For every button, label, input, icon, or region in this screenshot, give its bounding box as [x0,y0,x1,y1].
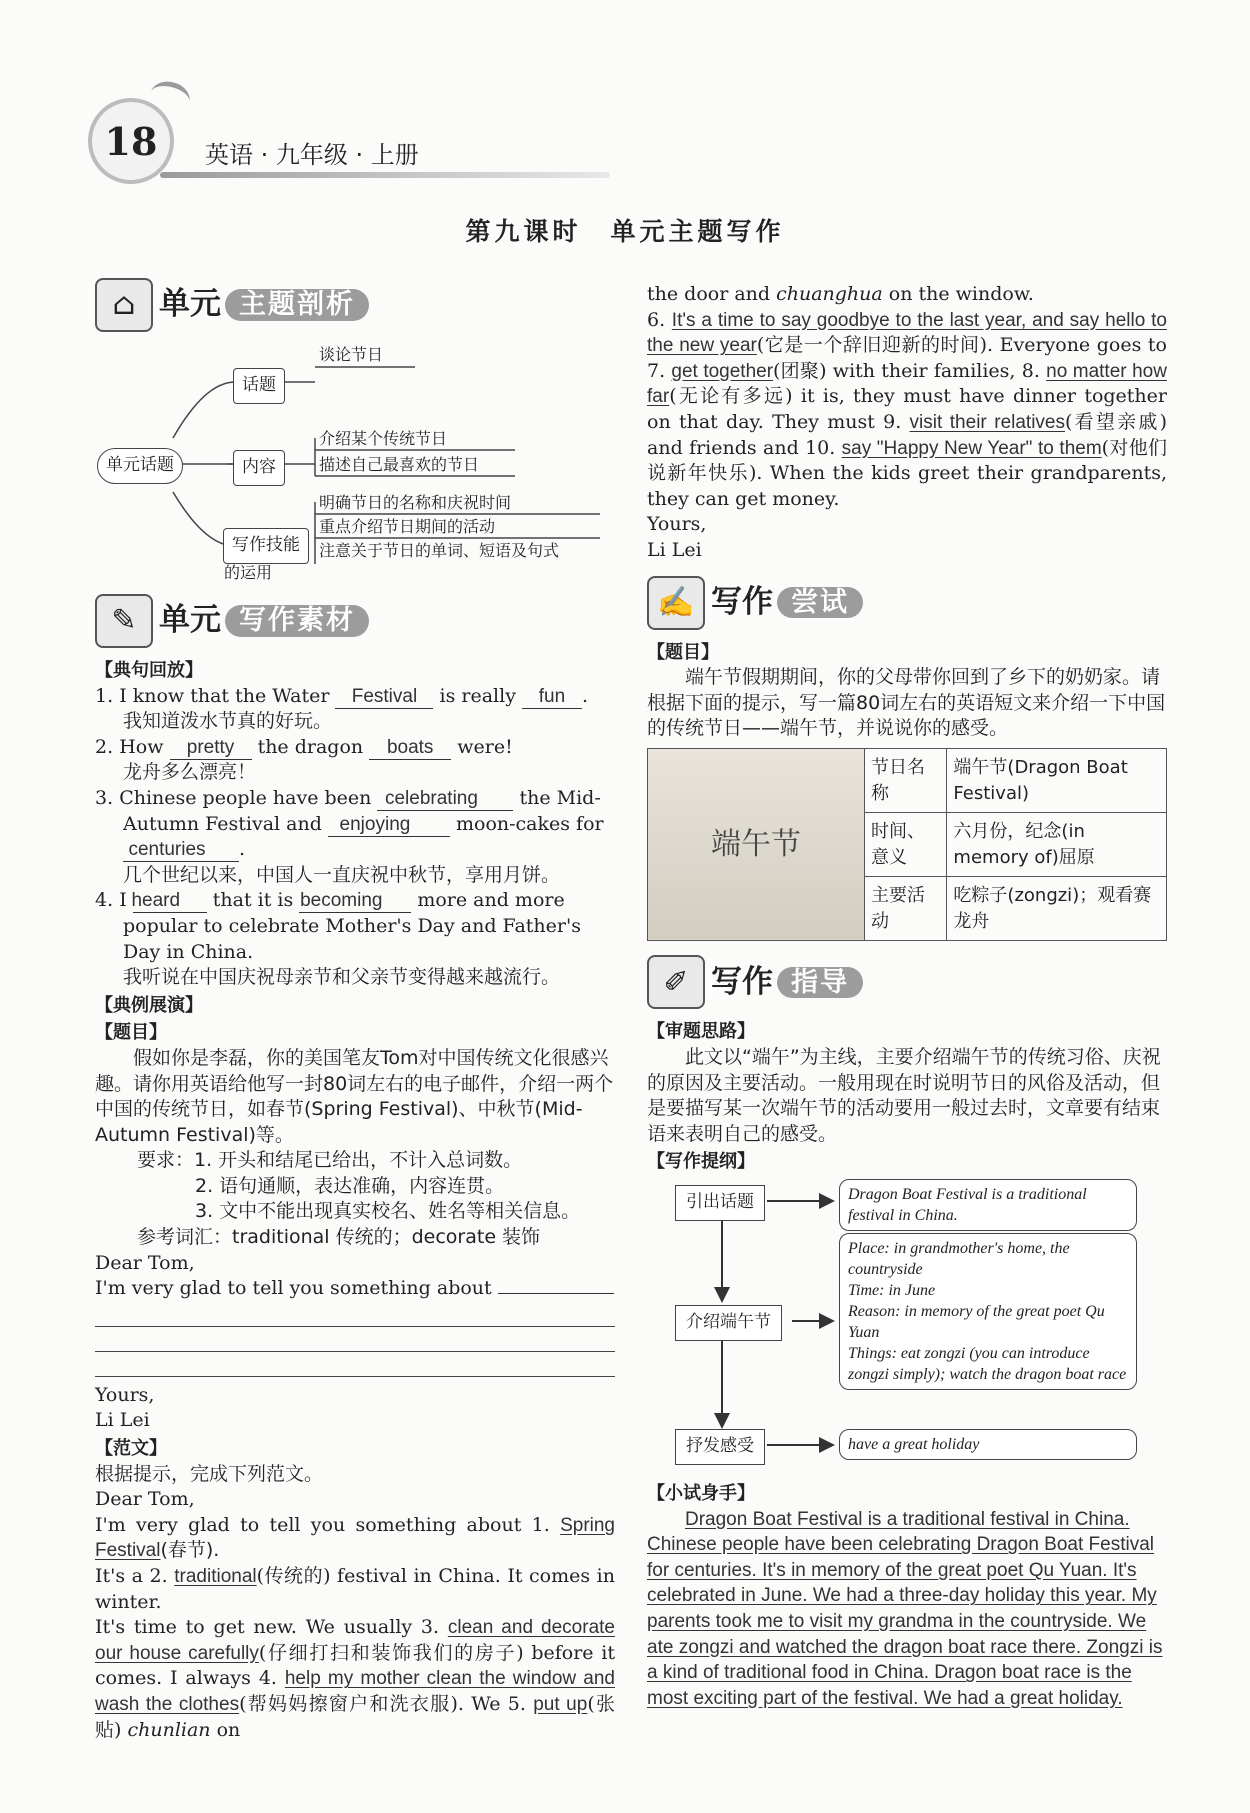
requirement-2: 2. 语句通顺，表达准确，内容连贯。 [195,1174,505,1197]
table-value: 端午节(Dragon Boat Festival) [947,748,1167,812]
topic-node: 话题 [233,368,285,404]
content-item: 描述自己最喜欢的节日 [319,455,480,474]
flow-step-intro: 引出话题 [675,1185,765,1221]
writing-line[interactable] [95,1352,615,1377]
model-text: I'm very glad to tell you something about 1. Spring Festival(春节). It's a 2. traditional(传统的) festival in China. It comes in winter. It's time to get new. We usually 3. clean and decorate our house carefully(仔细打扫和装饰我们的房子) before it comes. I always 4. help my mother clean the window and wash the clothes(帮妈妈擦窗户和洗衣服). We 5. put up(张贴) chunlian on [95,1513,616,1741]
notebook-pen-icon: ✍ [647,576,705,630]
try-task: 端午节假期期间，你的父母带你回到了乡下的奶奶家。请根据下面的提示，写一篇80词左右的英语短文来介绍一下中国的传统节日——端午节，并说说你的感受。 [647,666,1166,740]
table-label: 时间、意义 [865,813,947,877]
sentence-2-zh: 龙舟多么漂亮！ [123,761,257,784]
try-banner: ✍ 写作 尝试 [647,570,1167,636]
flow-step-body: 介绍端午节 [675,1305,782,1341]
flow-step-feeling: 抒发感受 [675,1429,765,1465]
skill-item: 注意关于节日的单词、短语及句式 [319,541,560,560]
flow-detail-intro: Dragon Boat Festival is a traditional festival in China. [839,1179,1137,1231]
bag-icon: ✎ [95,594,153,648]
topic-item: 谈论节日 [319,345,384,364]
sentence-4-zh: 我听说在中国庆祝母亲节和父亲节变得越来越流行。 [123,966,561,989]
letter-opening: I'm very glad to tell you something about [95,1276,615,1302]
mind-map [95,342,615,564]
task-heading: 【题目】 [95,1022,167,1044]
flow-detail-feeling: have a great holiday [839,1429,1137,1460]
writing-line[interactable] [95,1302,615,1327]
flow-detail-body: Place: in grandmother's home, the countryside Time: in June Reason: in memory of the great poet Qu Yuan Things: eat zongzi (you can introduce zongzi simply); watch the dragon boat race [839,1233,1137,1390]
unit-theme-banner: ⌂ 单元 主题剖析 [95,272,615,338]
model-heading: 【范文】 [95,1438,167,1460]
example-heading: 【典例展演】 [95,994,203,1016]
right-column [647,282,1167,1711]
table-label: 主要活动 [865,877,947,941]
practice-essay: Dragon Boat Festival is a traditional festival in China. Chinese people have been celebrating Dragon Boat Festival for centuries. It's in memory of the great poet Qu Yuan. It's celebrated in June. We had a three-day holiday this year. My parents took me to visit my grandma in the countryside. We ate zongzi and watched the dragon boat race there. Zongzi is a kind of traditional food in China. Dragon boat race is the most exciting part of the festival. We had a great holiday. [647,1508,1163,1709]
content-item: 介绍某个传统节日 [319,429,448,448]
requirement-1: 要求：1. 开头和结尾已给出，不计入总词数。 [137,1149,523,1172]
header-rule [160,172,610,178]
writing-outline-flowchart [647,1179,1167,1479]
skill-item: 的运用 [224,563,273,582]
practice-heading: 【小试身手】 [647,1483,755,1505]
model-greeting: Dear Tom, [95,1488,195,1511]
sentence-2: 2. How pretty the dragon boats were! [95,735,513,758]
letter-signature: Li Lei [95,1409,150,1432]
page-number: 18 [88,98,174,184]
skill-item: 明确节日的名称和庆祝时间 [319,493,512,512]
sentence-4: 4. I heard that it is becoming more and more popular to celebrate Mother's Day and Father's Day in China. [95,889,581,963]
palette-brush-icon: ✐ [647,955,705,1009]
table-value: 六月份，纪念(in memory of)屈原 [947,813,1167,877]
table-value: 吃粽子(zongzi)；观看赛龙舟 [947,877,1167,941]
mind-map-center: 单元话题 [97,448,183,484]
model-closing: Yours, [647,513,707,536]
school-house-icon: ⌂ [95,278,153,332]
materials-banner: ✎ 单元 写作素材 [95,588,615,654]
skill-item: 重点介绍节日期间的活动 [319,517,496,536]
sentences-heading: 【典句回放】 [95,660,203,681]
sentence-3-zh: 几个世纪以来，中国人一直庆祝中秋节，享用月饼。 [123,863,561,886]
requirement-3: 3. 文中不能出现真实校名、姓名等相关信息。 [195,1200,581,1223]
letter-closing: Yours, [95,1383,155,1406]
outline-heading: 【写作提纲】 [647,1151,755,1173]
content-node: 内容 [233,450,285,486]
sentence-1-zh: 我知道泼水节真的好玩。 [123,710,333,733]
letter-greeting: Dear Tom, [95,1251,195,1274]
left-column [95,282,615,1743]
example-task: 假如你是李磊，你的美国笔友Tom对中国传统文化很感兴趣。请你用英语给他写一封80词左右的电子邮件，介绍一两个中国的传统节日，如春节(Spring Festival)、中秋节(Mid-Autumn Festival)等。 [95,1046,614,1146]
analysis-text: 此文以“端午”为主线，主要介绍端午节的传统习俗、庆祝的原因及主要活动。一般用现在时说明节日的风俗及活动，但是要描写某一次端午节的活动要用一般过去时，文章要有结束语来表明自己的感受。 [647,1046,1161,1145]
guide-banner: ✐ 写作 指导 [647,949,1167,1015]
analysis-heading: 【审题思路】 [647,1021,755,1043]
lesson-title: 第九课时 单元主题写作 [465,217,785,246]
table-label: 节日名称 [865,748,947,812]
try-task-heading: 【题目】 [647,641,719,663]
festival-table [647,748,1167,942]
dragon-boat-festival-illustration: 端午节 [648,748,865,941]
writing-line[interactable] [95,1327,615,1352]
model-signature: Li Lei [647,538,702,561]
sentence-3: 3. Chinese people have been celebrating the Mid-Autumn Festival and enjoying moon-cakes for centuries . [95,786,604,861]
model-instruction: 根据提示，完成下列范文。 [95,1462,324,1485]
sentence-1: 1. I know that the Water Festival is really fun . [95,684,589,707]
model-continued: the door and chuanghua on the window. 6. It's a time to say goodbye to the last year, and say hello to the new year(它是一个辞旧迎新的时间). Everyone goes to 7. get together(团聚) with their families, 8. no matter how far(无论有多远) it is, they must have dinner together on that day. They must 9. visit their relatives(看望亲戚) and friends and 10. say "Happy New Year" to them(对他们说新年快乐). When the kids greet their grandparents, they can get money. [647,283,1168,510]
vocab-hint: 参考词汇：traditional 传统的；decorate 装饰 [137,1226,541,1249]
book-subtitle: 英语 · 九年级 · 上册 [205,141,419,169]
skill-node: 写作技能 [223,528,309,564]
